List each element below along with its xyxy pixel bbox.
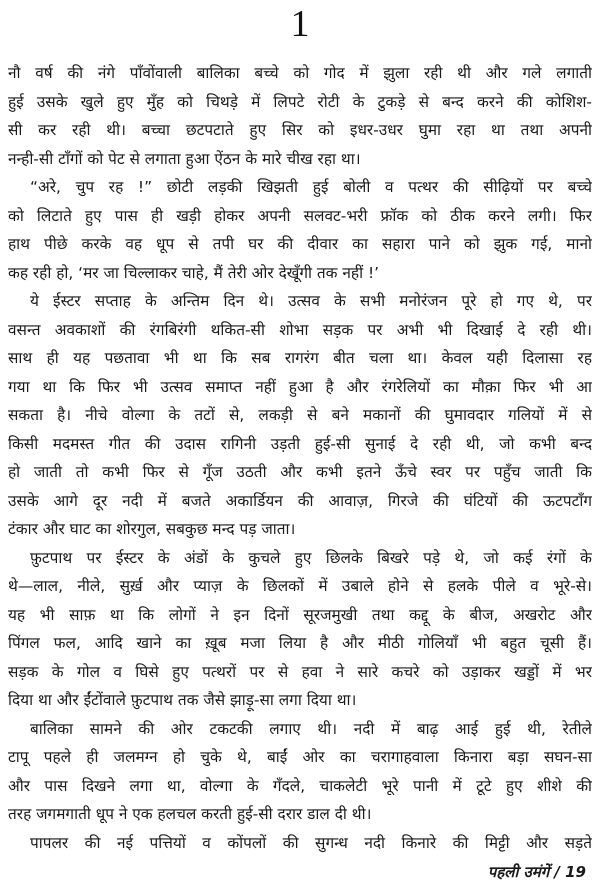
text-line: “अरे, चुप रह !” छोटी लड़की खिझती हुई बोली व पत्थर की सीढ़ियों पर बच्चे [30,178,592,196]
text-line: यह भी साफ़ था कि लोगों ने इन दिनों सूरजमुखी तथा कद्दू के बीज, अखरोट और [8,605,592,624]
text-line: गया था कि फिर भी उत्सव समाप्त नहीं हुआ है और रंगरेलियों का मौक़ा फिर भी आ [8,377,592,396]
text-line: थे—लाल, नीले, सुर्ख़ और प्याज़ के छिलकों में उबाले होने से हलके पीले व भूरे-से। [8,577,592,595]
text-line: दिया था और ईंटोंवाले फ़ुटपाथ तक जैसे झाड़ू-सा लगा दिया था। [8,691,357,709]
text-line: और पास दिखने लगा था, वोल्गा के गँदले, चाकलेटी भूरे पानी में टूटे हुए शीशे की [8,776,592,795]
text-line: टापू पहले ही जलमग्न हो चुके थे, बाईं ओर का चरागाहवाला किनारा बड़ा सघन-सा [8,748,592,766]
text-line: वसन्त अवकाशों की रंगबिरंगी थकित-सी शोभा सड़क पर अभी भी दिखाई दे रही थी। [8,320,592,339]
text-line: तरह जगमगाती धूप ने एक हलचल करती हुई-सी दरार डाल दी थी। [8,805,372,823]
text-line: हुई उसके खुले हुए मुँह को चिथड़े में लिपटे रोटी के टुकड़े से बन्द करने की कोशिश- [8,92,592,111]
text-line: पापलर की नई पत्तियों व कोंपलों की सुगन्ध नदी किनारे की मिट्टी और सड़ते [30,833,592,852]
chapter-number: 1 [290,3,310,45]
text-line: फ़ुटपाथ पर ईस्टर के अंडों के कुचले हुए छिलके बिखरे पड़े थे, जो कई रंगों के [30,548,592,567]
text-line: हाथ पीछे करके वह धूप से तपी घर की दीवार का सहारा पाने को झुक गई, मानो [8,235,592,253]
text-line: पिंगल फल, आदि खाने का ख़ूब मजा लिया है और मीठी गोलियाँ भी बहुत चूसी हैं। [8,634,592,652]
text-line: ये ईस्टर सप्ताह के अन्तिम दिन थे। उत्सव के सभी मनोरंजन पूरे हो गए थे, पर [30,292,592,310]
text-line: सी कर रही थी। बच्चा छटपटाते हुए सिर को इधर-उधर घुमा रहा था तथा अपनी [8,121,592,139]
text-line: हो जाती तो कभी फिर से गूँज उठती और कभी इतने ऊँचे स्वर पर पहुँच जाती कि [8,463,592,481]
text-line: बालिका सामने की ओर टकटकी लगाए थी। नदी में बाढ़ आई हुई थी, रेतीले [30,719,592,738]
text-line: नन्ही-सी टाँगों को पेट से लगाता हुआ ऐंठन के मारे चीख रहा था। [8,149,361,168]
text-line: उसके आगे दूर नदी में बजते अकार्डियन की आवाज़, गिरजे की घंटियों की ऊटपटाँग [8,491,592,510]
text-line: किसी मदमस्त गीत की उदास रागिनी उड़ती हुई-सी सुनाई दे रही थी, जो कभी बन्द [8,434,592,453]
text-line: सकता है। नीचे वोल्गा के तटों से, लकड़ी से बने मकानों की घुमावदार गलियों में से [8,406,592,424]
text-line: नौ वर्ष की नंगे पाँवोंवाली बालिका बच्चे को गोद में झुला रही थी और गले लगाती [8,64,592,82]
page-footer: पहली उमंगें / 19 [487,863,586,881]
text-line: साथ ही यह पछतावा भी था कि सब रागरंग बीत चला था। केवल यही दिलासा रह [8,349,592,367]
text-line: कह रही हो, ‘मर जा चिल्लाकर चाहे, मैं तेरी ओर देखूँगी तक नहीं !’ [8,263,380,282]
text-line: टंकार और घाट का शोरगुल, सबकुछ मन्द पड़ जाता। [8,520,296,538]
text-line: को लिटाते हुए पास ही खड़ी होकर अपनी सलवट-भरी फ्रॉक को ठीक करने लगी। फिर [8,206,592,225]
body-text [8,59,592,857]
text-line: सड़क के गोल व घिसे हुए पत्थरों पर से हवा ने सारे कचरे को उड़ाकर खड्डों में भर [8,662,592,681]
